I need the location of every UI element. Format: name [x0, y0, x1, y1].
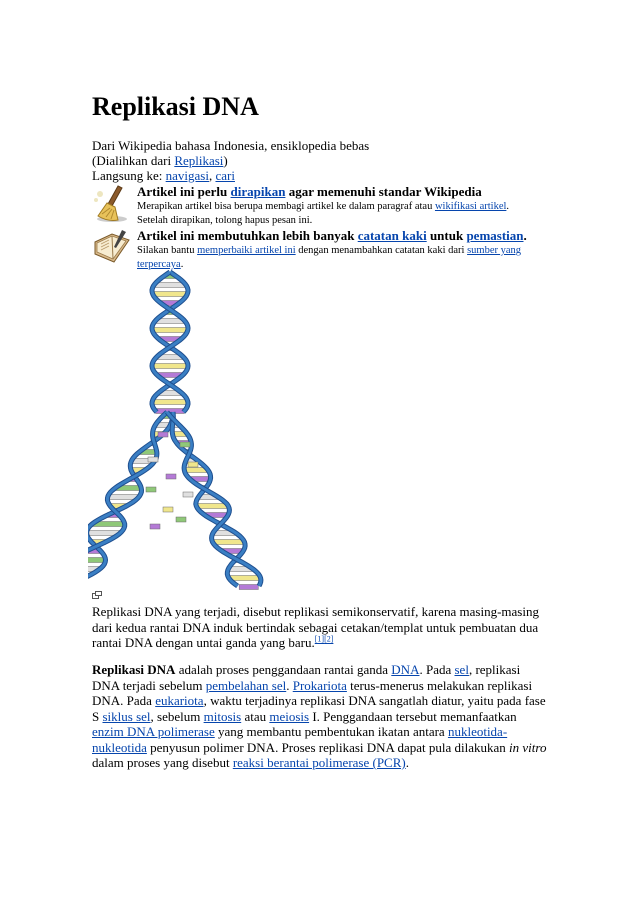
intro-paragraph [92, 662, 550, 771]
base-pair-parent [152, 400, 188, 405]
refs-desc-mid: dengan menambahkan catatan kaki dari [295, 245, 468, 256]
base-pair-right-daughter [213, 540, 245, 545]
free-nucleotide [163, 507, 173, 512]
free-nucleotide [148, 457, 158, 462]
verification-link[interactable]: pemastian [466, 228, 524, 243]
reference-2-link[interactable]: [2] [324, 634, 334, 644]
redirect-suffix: ) [223, 153, 228, 168]
free-nucleotide [166, 474, 176, 479]
free-nucleotide [188, 462, 198, 467]
cell-link[interactable]: sel [454, 662, 469, 677]
redirect-prefix: (Dialihkan dari [92, 153, 175, 168]
body-text-1: adalah proses penggandaan rantai ganda [175, 662, 392, 677]
base-pair-right-daughter [239, 585, 258, 590]
refs-title-mid: untuk [426, 228, 467, 243]
nucleotide-link[interactable]: nukleotida-nukleotida [92, 724, 508, 755]
dna-replication-image[interactable] [88, 262, 268, 592]
dna-link[interactable]: DNA [391, 662, 420, 677]
dna-polymerase-link[interactable]: enzim DNA polimerase [92, 724, 215, 739]
base-pair-parent [152, 328, 188, 333]
free-nucleotide [180, 442, 190, 447]
intro-bold-term: Replikasi DNA [92, 662, 176, 677]
prokaryote-link[interactable]: Prokariota [292, 677, 347, 693]
eukaryote-link[interactable]: eukariota [155, 693, 204, 708]
cleanup-link[interactable]: dirapikan [230, 184, 286, 199]
jump-links [92, 168, 235, 183]
mitosis-link[interactable]: mitosis [203, 708, 242, 724]
free-nucleotide [183, 492, 193, 497]
cleanup-notice-title [137, 184, 482, 199]
figure-caption-text: Replikasi DNA yang terjadi, disebut replikasi semikonservatif, karena masing-masing dari kedua rantai DNA induk bertindak sebagai cetakan/templat untuk pembuatan dua rantai DNA dengan untai ganda yang baru. [92, 604, 539, 650]
broom-icon [92, 184, 132, 224]
site-subtitle: Dari Wikipedia bahasa Indonesia, ensiklopedia bebas [92, 138, 370, 153]
page-title: Replikasi DNA [92, 92, 259, 121]
free-nucleotide [150, 524, 160, 529]
free-nucleotide [146, 487, 156, 492]
jump-separator: , [208, 168, 216, 183]
cleanup-notice-desc [137, 200, 537, 228]
body-text-7: , sebelum [150, 708, 204, 724]
body-text-4: . [286, 677, 293, 693]
footnotes-link[interactable]: catatan kaki [357, 228, 427, 243]
body-text-2: . Pada [419, 662, 455, 677]
refs-title-pre: Artikel ini membutuhkan lebih banyak [137, 228, 358, 243]
jump-prefix: Langsung ke: [92, 168, 166, 183]
redirect-note [92, 153, 228, 168]
body-text-13: . [405, 755, 409, 770]
cleanup-notice [92, 184, 542, 224]
body-text-12: dalam proses yang disebut [92, 755, 233, 770]
in-vitro-term: in vitro [509, 739, 547, 755]
redirect-link[interactable]: Replikasi [174, 153, 224, 168]
jump-navigation-link[interactable]: navigasi [165, 168, 209, 183]
enlarge-icon[interactable] [92, 591, 102, 599]
refs-desc-pre: Silakan bantu [137, 245, 198, 256]
references-notice-title [137, 228, 527, 243]
reliable-sources-link[interactable]: sumber yang terpercaya [137, 245, 522, 270]
body-text-8: atau [241, 708, 270, 724]
body-text-5: terus-menerus melakukan replikasi DNA. Pada [92, 677, 533, 708]
refs-title-post: . [523, 228, 527, 243]
cleanup-title-pre: Artikel ini perlu [137, 184, 231, 199]
reference-1-link[interactable]: [1] [314, 634, 325, 644]
base-pair-parent [152, 364, 188, 369]
cleanup-desc-post: . Setelah dirapikan, tolong hapus pesan ini. [137, 201, 510, 226]
refs-desc-post: . [180, 259, 184, 270]
base-pair-right-daughter [196, 504, 228, 509]
free-nucleotide [176, 517, 186, 522]
figure-caption [92, 604, 550, 651]
body-text-11: penyusun polimer DNA. Proses replikasi DNA dapat pula dilakukan [146, 739, 510, 755]
free-nucleotide [158, 432, 168, 437]
cleanup-title-post: agar memenuhi standar Wikipedia [285, 184, 482, 199]
jump-search-link[interactable]: cari [215, 168, 235, 183]
meiosis-link[interactable]: meiosis [269, 708, 310, 724]
wikify-link[interactable]: wikifikasi artikel [434, 201, 507, 212]
cell-division-link[interactable]: pembelahan sel [205, 677, 287, 693]
cleanup-desc-pre: Merapikan artikel bisa berupa membagi artikel ke dalam paragraf atau [137, 201, 435, 212]
body-text-10: yang membantu pembentukan ikatan antara [214, 724, 448, 739]
improve-article-link[interactable]: memperbaiki artikel ini [197, 245, 296, 256]
base-pair-parent [153, 292, 188, 297]
pcr-link[interactable]: reaksi berantai polimerase (PCR) [232, 755, 406, 770]
body-text-3: , replikasi DNA terjadi sebelum [92, 662, 521, 693]
body-text-6: , waktu terjadinya replikasi DNA sangatlah diatur, yaitu pada fase S [92, 693, 546, 724]
body-text-9: I. Penggandaan tersebut memanfaatkan [309, 708, 517, 724]
cell-cycle-link[interactable]: siklus sel [102, 708, 151, 724]
